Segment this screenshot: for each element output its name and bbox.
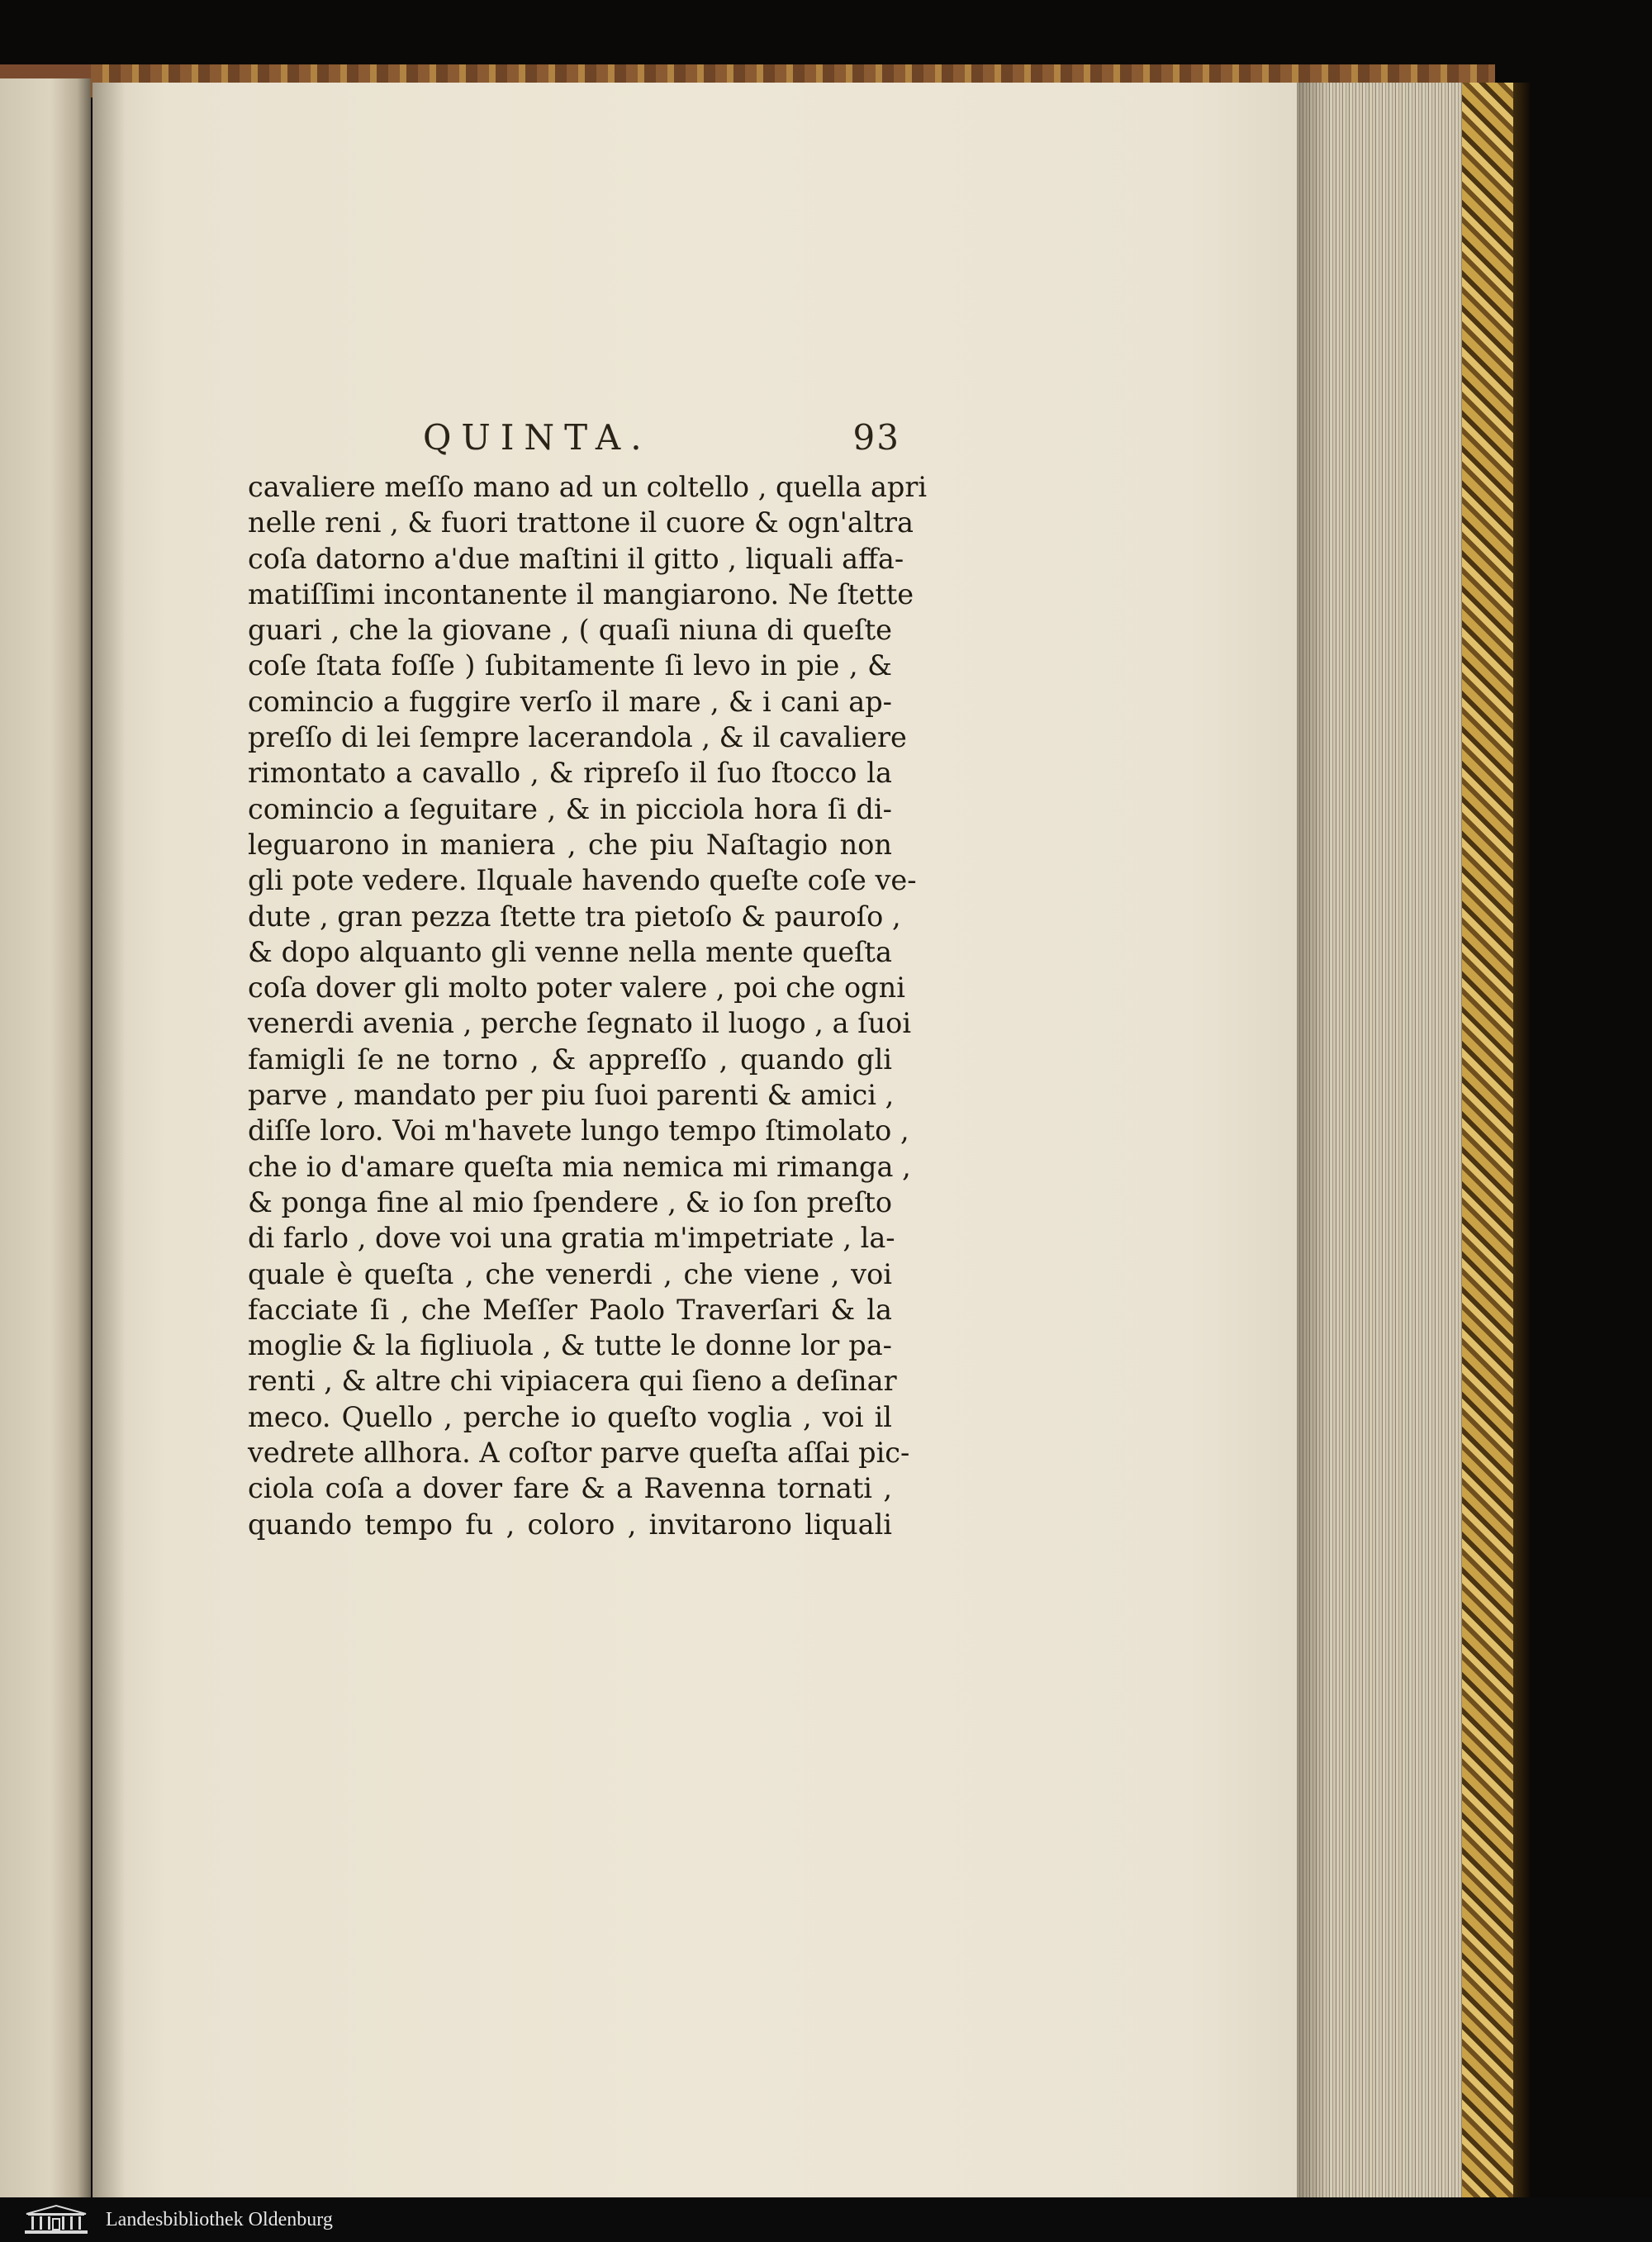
left-page-edge: [0, 78, 91, 2197]
text-line: comincio a ſeguitare , & in picciola hora ſi di-: [248, 792, 892, 825]
text-line: preſſo di lei ſempre lacerandola , & il cavaliere: [248, 721, 907, 754]
page-header: [248, 417, 900, 475]
body-text: [248, 469, 928, 1542]
text-line: leguarono in maniera , che piu Naſtagio non: [248, 828, 892, 861]
text-line: renti , & altre chi vipiacera qui ſieno a deſinar: [248, 1365, 897, 1398]
gutter-shadow: [93, 83, 126, 2197]
page-block-shadow: [1297, 83, 1330, 2197]
text-line: vedrete allhora. A coſtor parve queſta aſſai pic-: [248, 1437, 910, 1470]
footer-bar: [0, 2197, 1652, 2242]
text-line: diſſe loro. Voi m'havete lungo tempo ſtimolato ,: [248, 1114, 909, 1147]
text-line: ciola coſa a dover fare & a Ravenna tornati ,: [248, 1472, 892, 1505]
text-line: famigli ſe ne torno , & appreſſo , quando gli: [248, 1043, 892, 1076]
text-line: comincio a fuggire verſo il mare , & i cani ap-: [248, 685, 892, 718]
text-line: di farlo , dove voi una gratia m'impetriate , la-: [248, 1222, 895, 1255]
library-name: Landesbibliothek Oldenburg: [106, 2209, 333, 2230]
page-number: 93: [852, 417, 900, 458]
text-line: dute , gran pezza ſtette tra pietoſo & pauroſo ,: [248, 900, 901, 933]
text-line: guari , che la giovane , ( quaſi niuna di queſte: [248, 614, 892, 647]
text-line: & dopo alquanto gli venne nella mente queſta: [248, 935, 892, 968]
text-line: nelle reni , & fuori trattone il cuore & ogn'altra: [248, 506, 914, 539]
text-line: quando tempo fu , coloro , invitarono liquali: [248, 1508, 892, 1541]
text-line: & ponga fine al mio ſpendere , & io ſon preſto: [248, 1185, 892, 1218]
text-line: quale è queſta , che venerdi , che viene , voi: [248, 1257, 892, 1290]
text-line: venerdi avenia , perche ſegnato il luogo , a ſuoi: [248, 1007, 912, 1040]
text-line: rimontato a cavallo , & ripreſo il ſuo ſtocco la: [248, 757, 892, 790]
text-line: che io d'amare queſta mia nemica mi rimanga ,: [248, 1150, 911, 1183]
spine-shadow: [1513, 83, 1530, 2197]
text-line: coſa datorno a'due maſtini il gitto , liquali affa-: [248, 542, 904, 575]
text-line: coſa dover gli molto poter valere , poi che ogni: [248, 971, 905, 1005]
library-building-icon: [23, 2204, 89, 2235]
text-line: coſe ſtata foſſe ) ſubitamente ſi levo in pie , &: [248, 649, 892, 682]
text-line: moglie & la figliuola , & tutte le donne lor pa-: [248, 1329, 892, 1362]
text-line: meco. Quello , perche io queſto voglia , voi il: [248, 1400, 892, 1433]
text-line: facciate ſi , che Meſſer Paolo Traverſari & la: [248, 1293, 892, 1326]
text-line: gli pote vedere. Ilquale havendo queſte coſe ve-: [248, 864, 917, 897]
text-line: matiſſimi incontanente il mangiarono. Ne ſtette: [248, 577, 914, 610]
running-title: QUINTA.: [423, 417, 652, 458]
gilded-edge: [1462, 83, 1513, 2197]
text-line: cavaliere meſſo mano ad un coltello , quella apri: [248, 471, 928, 503]
text-line: parve , mandato per piu ſuoi parenti & amici ,: [248, 1079, 895, 1112]
